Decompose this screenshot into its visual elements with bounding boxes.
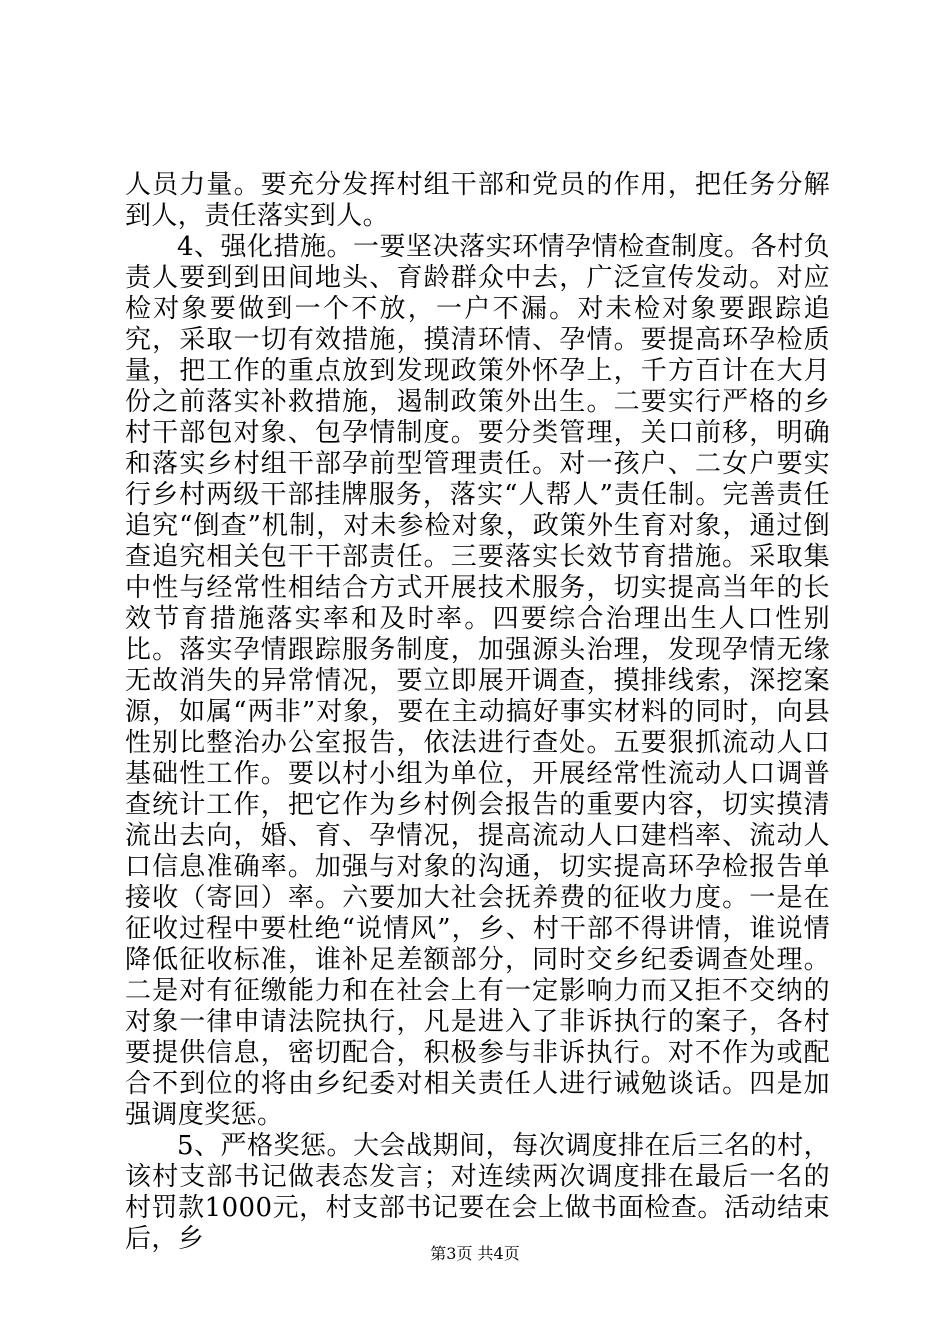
document-body xyxy=(125,170,830,1255)
paragraph-continuation: 人员力量。要充分发挥村组干部和党员的作用，把任务分解到人，责任落实到人。 xyxy=(125,170,830,231)
paragraph-rewards-penalties: 5、严格奖惩。大会战期间，每次调度排在后三名的村，该村支部书记做表态发言；对连续两次调度排在最后一名的村罚款1000元，村支部书记要在会上做书面检查。活动结束后，乡 xyxy=(125,1131,830,1254)
paragraph-measures: 4、强化措施。一要坚决落实环情孕情检查制度。各村负责人要到到田间地头、育龄群众中去，广泛宣传发动。对应检对象要做到一个不放，一户不漏。对未检对象要跟踪追究，采取一切有效措施，摸清环情、孕情。要提高环孕检质量，把工作的重点放到发现政策外怀孕上，千方百计在大月份之前落实补救措施，遏制政策外出生。二要实行严格的乡村干部包对象、包孕情制度。要分类管理，关口前移，明确和落实乡村组干部孕前型管理责任。对一孩户、二女户要实行乡村两级干部挂牌服务，落实“人帮人”责任制。完善责任追究“倒查”机制，对未参检对象，政策外生育对象，通过倒查追究相关包干干部责任。三要落实长效节育措施。采取集中性与经常性相结合方式开展技术服务，切实提高当年的长效节育措施落实率和及时率。四要综合治理出生人口性别比。落实孕情跟踪服务制度，加强源头治理，发现孕情无缘无故消失的异常情况，要立即展开调查，摸排线索，深挖案源，如属“两非”对象，要在主动搞好事实材料的同时，向县性别比整治办公室报告，依法进行查处。五要狠抓流动人口基础性工作。要以村小组为单位，开展经常性流动人口调普查统计工作，把它作为乡村例会报告的重要内容，切实摸清流出去向，婚、育、孕情况，提高流动人口建档率、流动人口信息准确率。加强与对象的沟通，切实提高环孕检报告单接收（寄回）率。六要加大社会抚养费的征收力度。一是在征收过程中要杜绝“说情风”，乡、村干部不得讲情，谁说情降低征收标准，谁补足差额部分，同时交乡纪委调查处理。二是对有征缴能力和在社会上有一定影响力而又拒不交纳的对象一律申请法院执行，凡是进入了非诉执行的案子，各村要提供信息，密切配合，积极参与非诉执行。对不作为或配合不到位的将由乡纪委对相关责任人进行诫勉谈话。四是加强调度奖惩。 xyxy=(125,232,830,1130)
page-footer: 第3页 共4页 xyxy=(430,1244,520,1263)
